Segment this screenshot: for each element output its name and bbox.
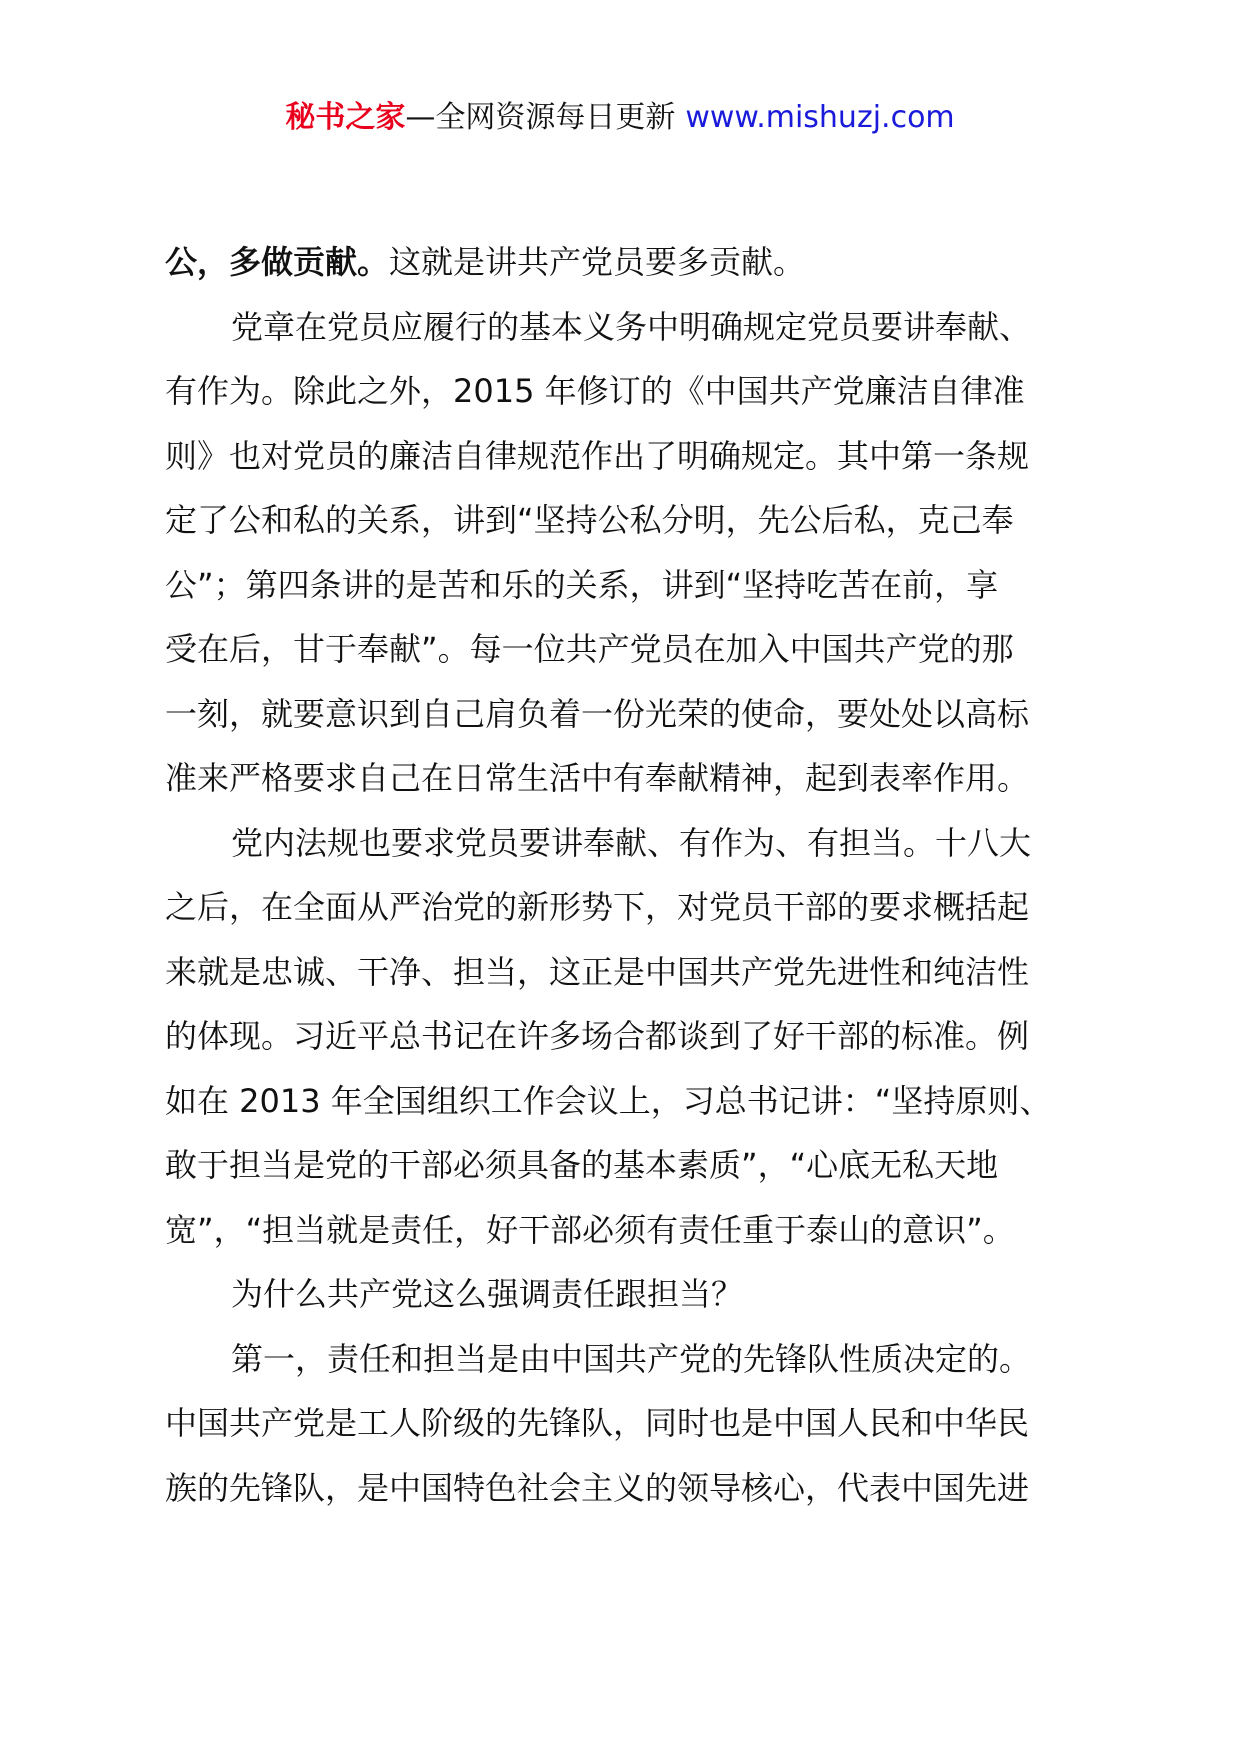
- header-slogan: —全网资源每日更新: [405, 100, 676, 135]
- text-line: 敢于担当是党的干部必须具备的基本素质”，“心底无私天地: [165, 1146, 999, 1184]
- text-line: 受在后，甘于奉献”。每一位共产党员在加入中国共产党的那: [165, 630, 1014, 668]
- text-line: 一刻，就要意识到自己肩负着一份光荣的使命，要处处以高标: [165, 694, 1030, 733]
- bold-text: 公，多做贡献。: [165, 243, 390, 281]
- paragraph-start-line: 为什么共产党这么强调责任跟担当？: [231, 1275, 744, 1313]
- text-line: 如在 2013 年全国组织工作会议上，习总书记讲：“坚持原则、: [165, 1081, 1052, 1120]
- paragraph-start-line: 党章在党员应履行的基本义务中明确规定党员要讲奉献、: [231, 307, 1032, 346]
- text-line: 的体现。习近平总书记在许多场合都谈到了好干部的标准。例: [165, 1017, 1030, 1055]
- document-body: [165, 230, 1085, 1520]
- text-line: 中国共产党是工人阶级的先锋队，同时也是中国人民和中华民: [165, 1404, 1030, 1442]
- text-line: 有作为。除此之外，2015 年修订的《中国共产党廉洁自律准: [165, 372, 1025, 410]
- text-line: 之后，在全面从严治党的新形势下，对党员干部的要求概括起: [165, 888, 1030, 926]
- paragraph-start-line: 党内法规也要求党员要讲奉献、有作为、有担当。十八大: [231, 823, 1032, 862]
- text-line: 定了公和私的关系，讲到“坚持公私分明，先公后私，克己奉: [165, 501, 1014, 539]
- paragraph-start-line: 第一，责任和担当是由中国共产党的先锋队性质决定的。: [231, 1339, 1032, 1378]
- text-line: 则》也对党员的廉洁自律规范作出了明确规定。其中第一条规: [165, 436, 1030, 475]
- page-header: [0, 98, 1240, 138]
- text-line: 公”；第四条讲的是苦和乐的关系，讲到“坚持吃苦在前，享: [165, 565, 999, 604]
- text-line: [165, 230, 1085, 295]
- text-line: 来就是忠诚、干净、担当，这正是中国共产党先进性和纯洁性: [165, 952, 1030, 991]
- text-line: 宽”，“担当就是责任，好干部必须有责任重于泰山的意识”。: [165, 1210, 1015, 1249]
- text-line: 准来严格要求自己在日常生活中有奉献精神，起到表率作用。: [165, 759, 1030, 797]
- text-line: 族的先锋队，是中国特色社会主义的领导核心，代表中国先进: [165, 1468, 1030, 1507]
- site-url-link[interactable]: www.mishuzj.com: [685, 100, 955, 135]
- line-text: 这就是讲共产党员要多贡献。: [389, 243, 806, 281]
- brand-name: 秘书之家: [285, 100, 406, 135]
